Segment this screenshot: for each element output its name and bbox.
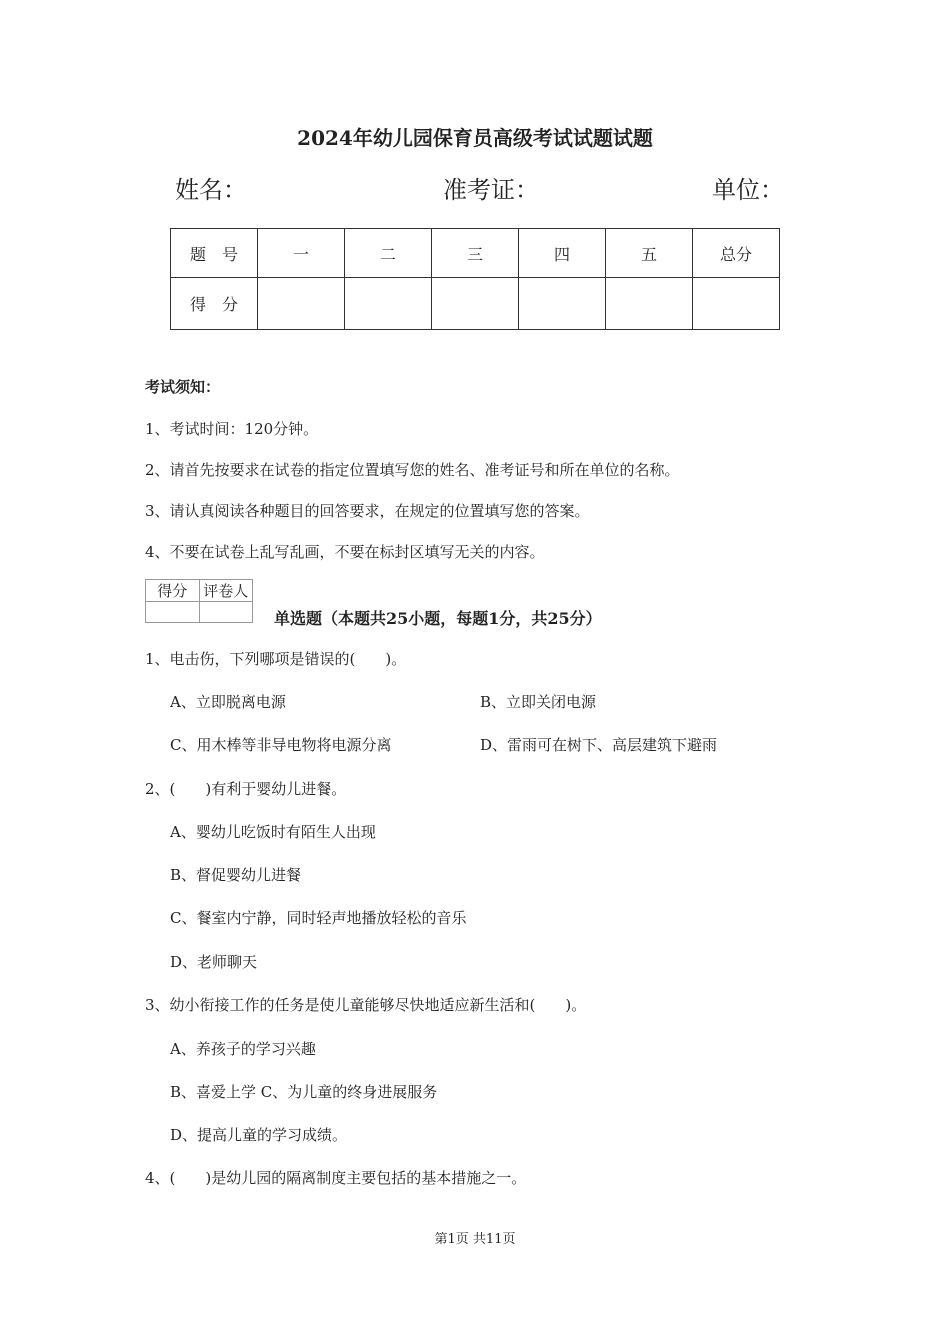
grader-score-cell[interactable]	[146, 602, 200, 623]
score-table-cell: 得 分	[171, 278, 258, 330]
question-option: D、雷雨可在树下、高层建筑下避雨	[480, 736, 718, 754]
question-option: D、老师聊天	[170, 953, 258, 971]
score-entry-cell[interactable]	[519, 278, 606, 330]
notice-item: 2、请首先按要求在试卷的指定位置填写您的姓名、准考证号和所在单位的名称。	[145, 461, 680, 479]
name-field-label: 姓名：	[175, 176, 247, 204]
score-table-cell: 一	[258, 229, 345, 278]
score-table-score-row	[171, 278, 780, 330]
question-stem: 4、( )是幼儿园的隔离制度主要包括的基本措施之一。	[145, 1169, 527, 1187]
score-table-cell: 五	[606, 229, 693, 278]
question-option: B、立即关闭电源	[480, 693, 597, 711]
notice-item: 4、不要在试卷上乱写乱画，不要在标封区填写无关的内容。	[145, 543, 545, 561]
score-entry-cell[interactable]	[345, 278, 432, 330]
score-entry-cell[interactable]	[693, 278, 780, 330]
unit-field-label: 单位：	[712, 176, 784, 204]
question-option: A、养孩子的学习兴趣	[170, 1040, 316, 1058]
score-table-cell: 总分	[693, 229, 780, 278]
score-table-cell: 题 号	[171, 229, 258, 278]
score-table-header-row	[171, 229, 780, 278]
question-stem: 3、幼小衔接工作的任务是使儿童能够尽快地适应新生活和( )。	[145, 996, 587, 1014]
score-entry-cell[interactable]	[606, 278, 693, 330]
score-entry-cell[interactable]	[432, 278, 519, 330]
question-stem: 2、( )有利于婴幼儿进餐。	[145, 780, 347, 798]
question-option: B、督促婴幼儿进餐	[170, 866, 302, 884]
question-option: C、餐室内宁静，同时轻声地播放轻松的音乐	[170, 909, 467, 927]
score-table-cell: 三	[432, 229, 519, 278]
grader-score-label: 得分	[146, 580, 200, 602]
page-footer: 第1页 共11页	[434, 1232, 516, 1247]
grader-table	[145, 579, 253, 623]
score-entry-cell[interactable]	[258, 278, 345, 330]
notice-item: 1、考试时间：120分钟。	[145, 420, 319, 438]
notice-heading: 考试须知：	[145, 378, 221, 396]
exam-id-field-label: 准考证：	[443, 176, 539, 204]
question-option: C、用木棒等非导电物将电源分离	[170, 736, 392, 754]
notice-item: 3、请认真阅读各种题目的回答要求，在规定的位置填写您的答案。	[145, 502, 590, 520]
score-table-cell: 二	[345, 229, 432, 278]
page-title: 2024年幼儿园保育员高级考试试题试题	[297, 126, 653, 150]
question-option: B、喜爱上学 C、为儿童的终身进展服务	[170, 1083, 438, 1101]
score-table	[170, 228, 780, 330]
question-option: A、立即脱离电源	[170, 693, 286, 711]
question-option: A、婴幼儿吃饭时有陌生人出现	[170, 823, 376, 841]
grader-reviewer-cell[interactable]	[199, 602, 253, 623]
question-option: D、提高儿童的学习成绩。	[170, 1126, 348, 1144]
question-stem: 1、电击伤，下列哪项是错误的( )。	[145, 650, 407, 668]
grader-reviewer-label: 评卷人	[199, 580, 253, 602]
section-heading: 单选题（本题共25小题，每题1分，共25分）	[274, 609, 602, 628]
score-table-cell: 四	[519, 229, 606, 278]
